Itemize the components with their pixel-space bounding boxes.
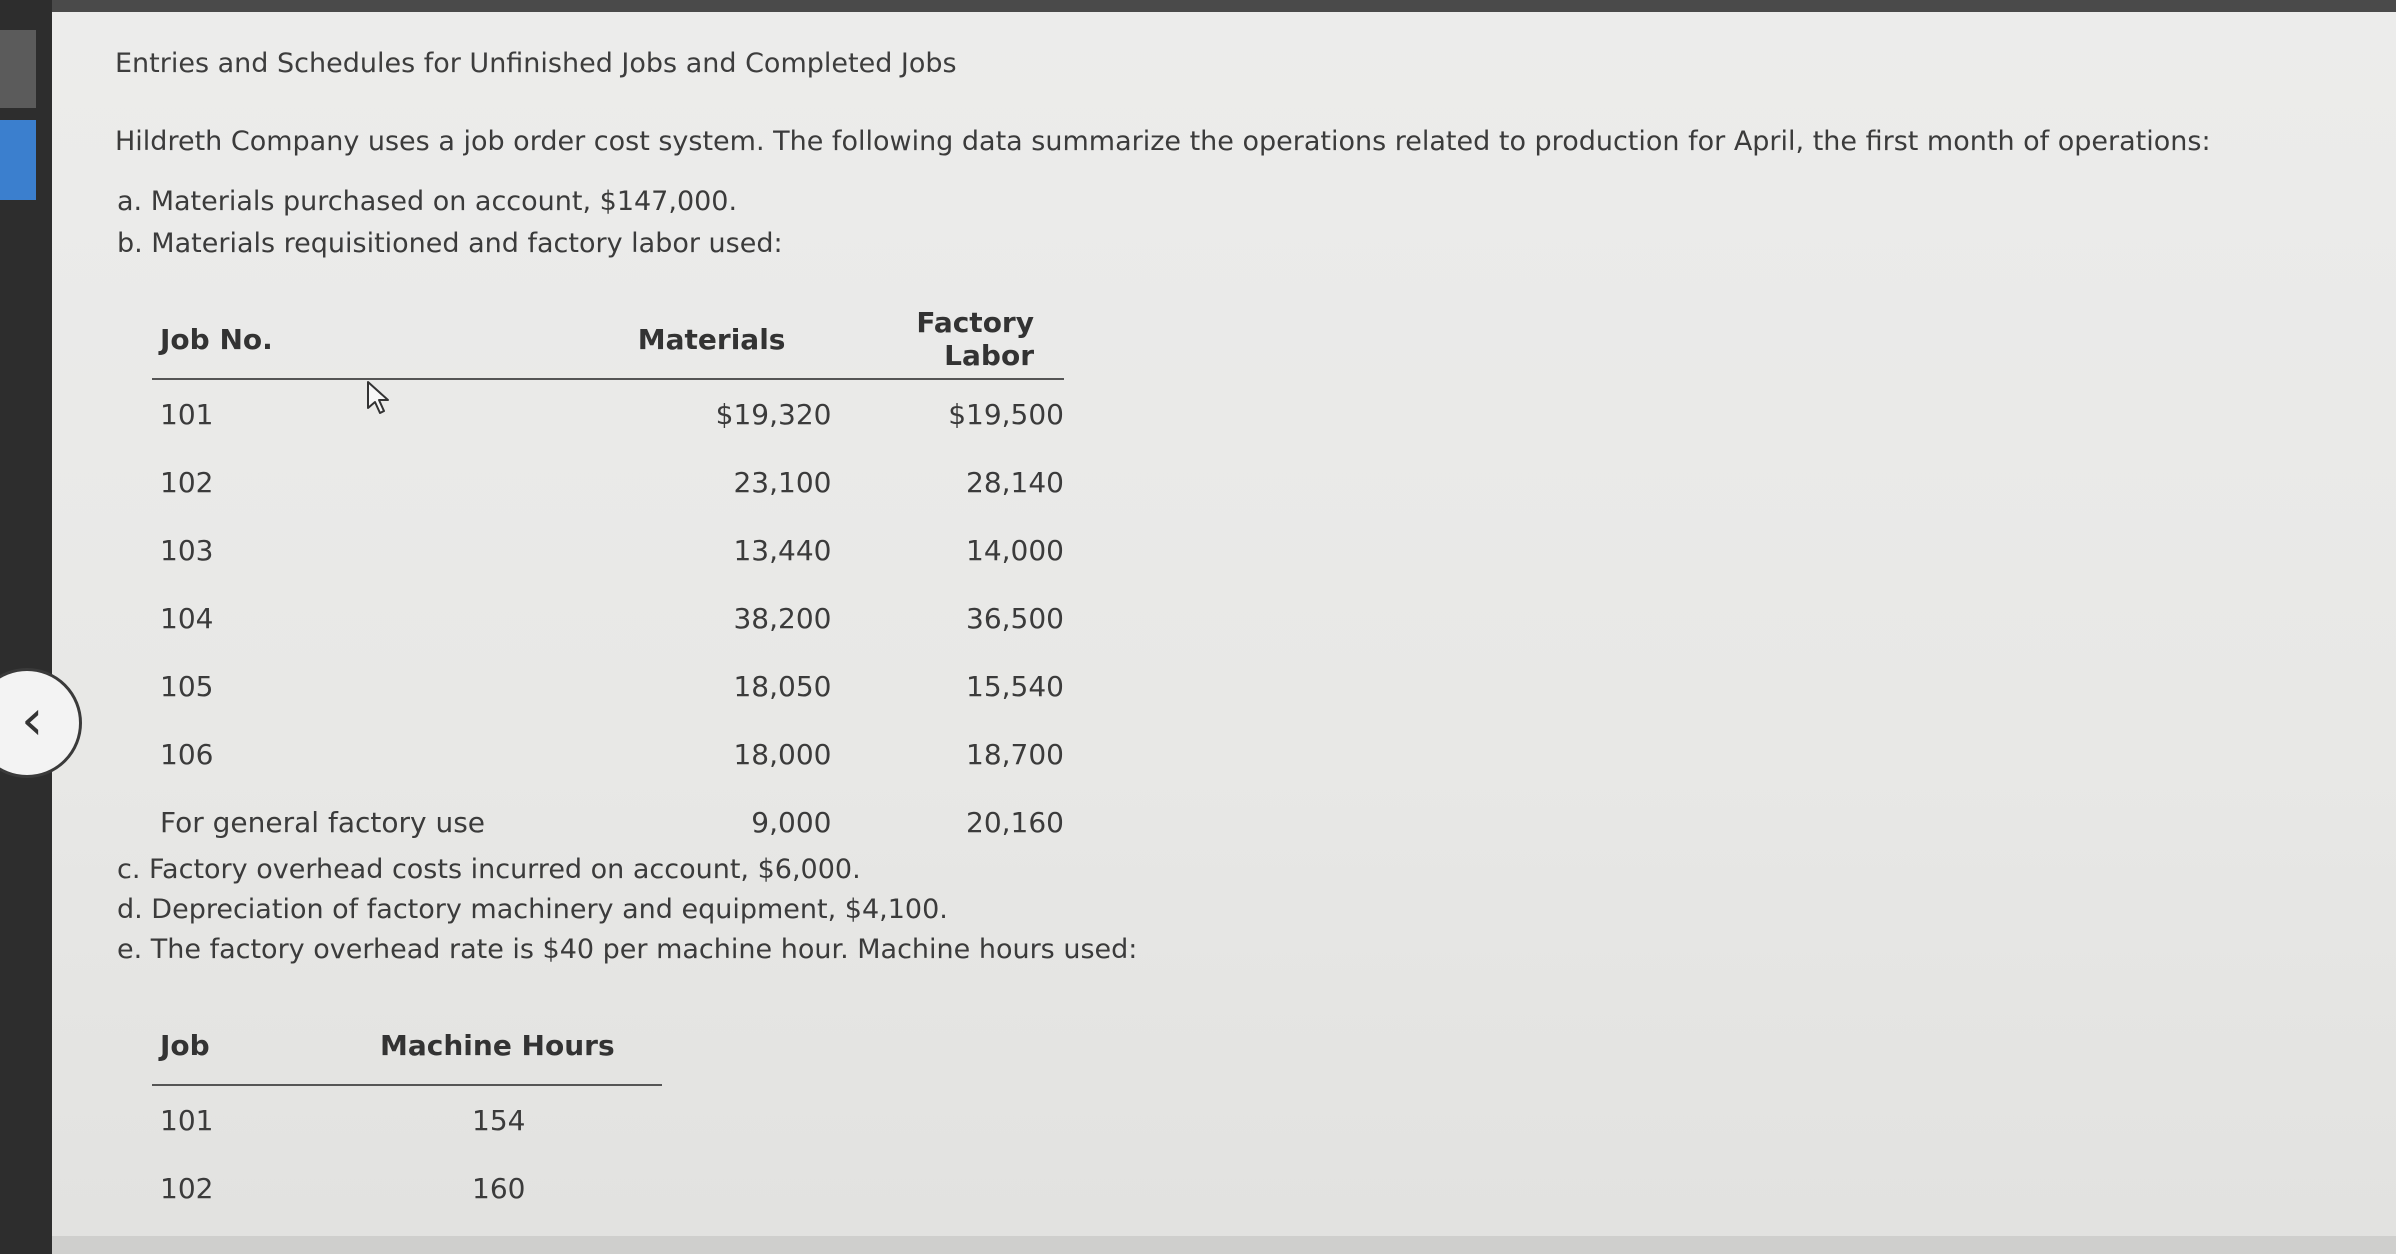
materials-cell: 13,440 bbox=[733, 533, 832, 567]
labor-cell: 36,500 bbox=[966, 601, 1064, 635]
table-row bbox=[152, 788, 1064, 856]
left-rail bbox=[0, 0, 52, 1254]
labor-cell: 28,140 bbox=[966, 465, 1064, 499]
item-b: b. Materials requisitioned and factory labor used: bbox=[117, 228, 783, 259]
header-factory-labor: Factory Labor bbox=[835, 300, 1064, 379]
table-row bbox=[152, 516, 1064, 584]
materials-cell: $19,320 bbox=[715, 397, 832, 431]
header-job: Job bbox=[152, 1006, 372, 1085]
header-materials: Materials bbox=[572, 300, 835, 379]
labor-cell: 14,000 bbox=[966, 533, 1064, 567]
materials-cell: 9,000 bbox=[751, 805, 832, 839]
table-header-row bbox=[152, 300, 1064, 379]
job-cell: 101 bbox=[160, 397, 214, 431]
table-row bbox=[152, 584, 1064, 652]
table-row bbox=[152, 1085, 662, 1154]
rail-tab[interactable] bbox=[0, 30, 36, 108]
problem-title: Entries and Schedules for Unfinished Jobs and Completed Jobs bbox=[115, 48, 957, 79]
labor-cell: 15,540 bbox=[966, 669, 1064, 703]
hours-cell: 160 bbox=[472, 1171, 526, 1205]
table-header-row bbox=[152, 1006, 662, 1085]
item-c: c. Factory overhead costs incurred on account, $6,000. bbox=[117, 854, 861, 885]
table-row bbox=[152, 652, 1064, 720]
materials-cell: 38,200 bbox=[733, 601, 832, 635]
hours-cell: 154 bbox=[472, 1103, 526, 1137]
materials-labor-table bbox=[152, 300, 1064, 856]
job-cell: 105 bbox=[160, 669, 214, 703]
materials-cell: 18,000 bbox=[733, 737, 832, 771]
table-row bbox=[152, 448, 1064, 516]
materials-cell: 23,100 bbox=[733, 465, 832, 499]
item-e: e. The factory overhead rate is $40 per machine hour. Machine hours used: bbox=[117, 934, 1138, 965]
job-cell: 101 bbox=[160, 1103, 214, 1137]
labor-cell: 20,160 bbox=[966, 805, 1064, 839]
labor-cell: $19,500 bbox=[948, 397, 1064, 431]
materials-cell: 18,050 bbox=[733, 669, 832, 703]
job-cell: 103 bbox=[160, 533, 214, 567]
rail-tab-active[interactable] bbox=[0, 120, 36, 200]
table-row bbox=[152, 379, 1064, 448]
job-cell: For general factory use bbox=[160, 805, 486, 839]
job-cell: 106 bbox=[160, 737, 214, 771]
job-cell: 102 bbox=[160, 1171, 214, 1205]
job-cell: 102 bbox=[160, 465, 214, 499]
machine-hours-table bbox=[152, 1006, 662, 1222]
job-cell: 104 bbox=[160, 601, 214, 635]
labor-cell: 18,700 bbox=[966, 737, 1064, 771]
header-machine-hours: Machine Hours bbox=[372, 1006, 662, 1085]
item-a: a. Materials purchased on account, $147,000. bbox=[117, 186, 738, 217]
table-row bbox=[152, 1154, 662, 1222]
item-d: d. Depreciation of factory machinery and equipment, $4,100. bbox=[117, 894, 948, 925]
chevron-left-icon: ‹ bbox=[21, 688, 44, 753]
table-row bbox=[152, 720, 1064, 788]
bottom-edge bbox=[52, 1236, 2396, 1254]
mouse-pointer-icon bbox=[366, 380, 394, 416]
problem-intro: Hildreth Company uses a job order cost system. The following data summarize the operations related to production for April, the first month of operations: bbox=[115, 126, 2211, 157]
header-job-no: Job No. bbox=[152, 300, 572, 379]
